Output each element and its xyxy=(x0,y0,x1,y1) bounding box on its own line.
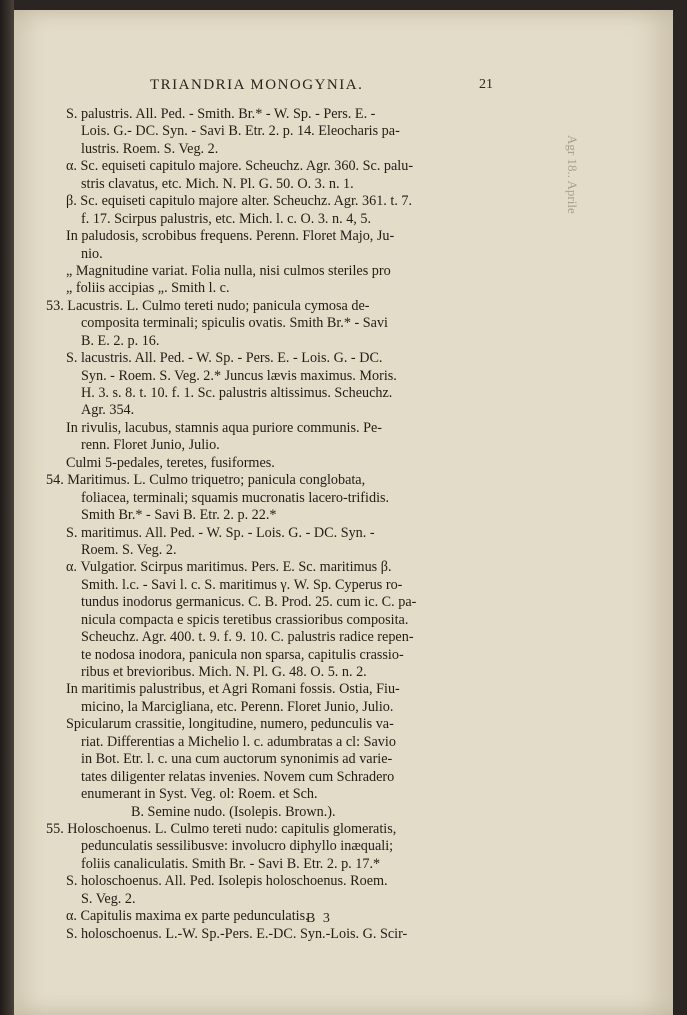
page-number: 21 xyxy=(479,77,493,92)
text-line: te nodosa inodora, panicula non sparsa, capitulis crassio- xyxy=(81,646,404,663)
book-spine xyxy=(0,0,14,1015)
text-line: ribus et brevioribus. Mich. N. Pl. G. 48. O. 5. n. 2. xyxy=(81,664,367,680)
running-title: TRIANDRIA MONOGYNIA. xyxy=(150,77,364,93)
text-line: S. holoschoenus. All. Ped. Isolepis holoschoenus. Roem. xyxy=(66,873,388,890)
signature-mark: B 3 xyxy=(306,911,332,926)
text-line: tundus inodorus germanicus. C. B. Prod. 25. cum ic. C. pa- xyxy=(81,594,417,611)
text-line: tates diligenter relatas invenies. Novem cum Schradero xyxy=(81,768,395,785)
text-line: Syn. - Roem. S. Veg. 2.* Juncus lævis maximus. Moris. xyxy=(81,367,397,384)
text-line: H. 3. s. 8. t. 10. f. 1. Sc. palustris altissimus. Scheuchz. xyxy=(81,385,393,401)
text-line: α. Sc. equiseti capitulo majore. Scheuchz. Agr. 360. Sc. palu- xyxy=(66,158,414,175)
text-line: S. lacustris. All. Ped. - W. Sp. - Pers. E. - Lois. G. - DC. xyxy=(66,350,383,367)
text-line: S. holoschoenus. L.-W. Sp.-Pers. E.-DC. Syn.-Lois. G. Scir- xyxy=(66,925,408,942)
text-line: S. maritimus. All. Ped. - W. Sp. - Lois. G. - DC. Syn. - xyxy=(66,524,375,541)
handwritten-margin-note: Agr 18.. Aprile xyxy=(565,135,580,214)
text-line: β. Sc. equiseti capitulo majore alter. Scheuchz. Agr. 361. t. 7. xyxy=(66,193,413,210)
page-body-text xyxy=(46,106,516,943)
text-line: „ foliis accipias „. Smith l. c. xyxy=(66,280,230,297)
text-line: Agr. 354. xyxy=(81,402,135,419)
text-line: 53. Lacustris. L. Culmo tereti nudo; panicula cymosa de- xyxy=(46,297,370,314)
text-line: renn. Floret Junio, Julio. xyxy=(81,437,220,454)
text-line: Culmi 5-pedales, teretes, fusiformes. xyxy=(66,454,275,471)
text-line: lustris. Roem. S. Veg. 2. xyxy=(81,140,219,157)
text-line: In rivulis, lacubus, stamnis aqua puriore communis. Pe- xyxy=(66,419,383,436)
text-line: enumerant in Syst. Veg. ol: Roem. et Sch. xyxy=(81,786,318,803)
text-line: 55. Holoschoenus. L. Culmo tereti nudo: capitulis glomeratis, xyxy=(46,820,397,837)
text-line: In maritimis palustribus, et Agri Romani fossis. Ostia, Fiu- xyxy=(66,681,400,698)
text-line: foliis canaliculatis. Smith Br. - Savi B. Etr. 2. p. 17.* xyxy=(81,855,381,872)
text-line: in Bot. Etr. l. c. una cum auctorum synonimis ad varie- xyxy=(81,751,393,768)
text-line: Roem. S. Veg. 2. xyxy=(81,541,177,558)
text-line: α. Vulgatior. Scirpus maritimus. Pers. E. Sc. maritimus β. xyxy=(66,559,392,576)
text-line: In paludosis, scrobibus frequens. Perenn. Floret Majo, Ju- xyxy=(66,228,395,245)
text-line: S. Veg. 2. xyxy=(81,890,136,907)
text-line: Spicularum crassitie, longitudine, numero, pedunculis va- xyxy=(66,716,394,733)
text-line: B. Semine nudo. (Isolepis. Brown.). xyxy=(131,803,336,820)
text-line: nicula compacta e spicis teretibus crassioribus composita. xyxy=(81,611,409,628)
text-line: stris clavatus, etc. Mich. N. Pl. G. 50. O. 3. n. 1. xyxy=(81,175,354,192)
text-line: foliacea, terminali; squamis mucronatis lacero-trifidis. xyxy=(81,489,390,506)
text-line: Smith Br.* - Savi B. Etr. 2. p. 22.* xyxy=(81,507,277,524)
text-line: composita terminali; spiculis ovatis. Smith Br.* - Savi xyxy=(81,315,388,332)
text-line: 54. Maritimus. L. Culmo triquetro; panicula conglobata, xyxy=(46,472,366,489)
text-line: Smith. l.c. - Savi l. c. S. maritimus γ. W. Sp. Cyperus ro- xyxy=(81,576,403,593)
text-line: pedunculatis sessilibusve: involucro diphyllo inæquali; xyxy=(81,838,394,855)
text-line: f. 17. Scirpus palustris, etc. Mich. l. c. O. 3. n. 4, 5. xyxy=(81,210,372,227)
text-line: nio. xyxy=(81,245,103,262)
text-line: „ Magnitudine variat. Folia nulla, nisi culmos steriles pro xyxy=(66,262,391,279)
text-line: Lois. G.- DC. Syn. - Savi B. Etr. 2. p. 14. Eleocharis pa- xyxy=(81,123,400,140)
text-line: S. palustris. All. Ped. - Smith. Br.* - W. Sp. - Pers. E. - xyxy=(66,106,376,122)
text-line: Scheuchz. Agr. 400. t. 9. f. 9. 10. C. palustris radice repen- xyxy=(81,629,414,646)
text-line: α. Capitulis maxima ex parte pedunculatis. xyxy=(66,908,309,925)
text-line: riat. Differentias a Michelio l. c. adumbratas a cl: Savio xyxy=(81,733,396,750)
text-line: B. E. 2. p. 16. xyxy=(81,332,160,349)
text-line: micino, la Marcigliana, etc. Perenn. Floret Junio, Julio. xyxy=(81,698,394,715)
